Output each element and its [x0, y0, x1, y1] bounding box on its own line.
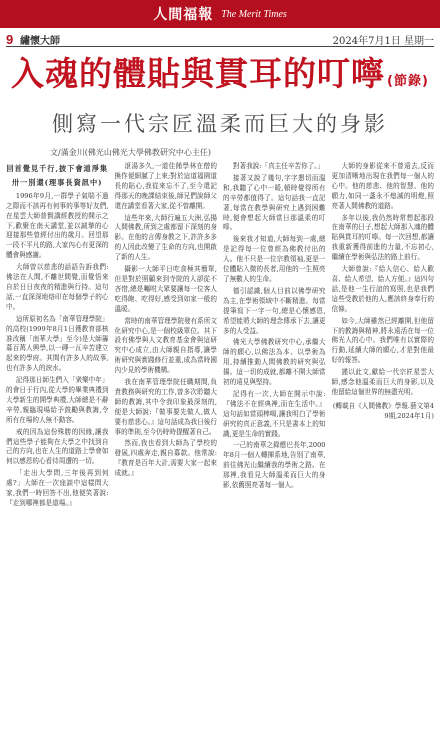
- masthead-logo-cn: 人間福報: [153, 7, 214, 23]
- article-body: [6, 162, 434, 728]
- paragraph: 攝影一大師平日吃食極其簡單,但是對於照顧來到寺院的人卻從不吝惜,總是囑咐大眾要讓每一位客人吃得飽、吃得好,感受到如家一般的溫暖。: [114, 265, 217, 313]
- article-column: [332, 162, 435, 728]
- paragraph: 大師曾說:『給人信心、給人歡喜、給人希望、給人方便。』這四句話,是他一生行誼的寫照,也是我們這些受教於他的人,應該終身奉行的信條。: [331, 265, 434, 313]
- issue-date: 2024年7月1日 星期一: [332, 35, 434, 47]
- article-byline: 文/滿金川(佛光山佛光大學佛教研究中心主任): [50, 148, 211, 157]
- paragraph: 佛光大學佛教研究中心,承繼大師的願心,以佛法為本、以學術為用,持續推動人間佛教的研究與弘揚。這一切的成就,都離不開大師當初的遠見與堅持。: [223, 338, 326, 387]
- paragraph: 一己的南華之錄應巴長年,2000年8月一個人轉揮系地,告別了南華,前往佛光山繼續我的學術之路。在那裡,我看見大師溫柔而巨大的身影,依舊照亮著每一個人。: [223, 441, 326, 490]
- section-subheading: 卅一別還(理事長資訊中): [11, 177, 103, 187]
- paragraph: 後來我才知道,大師每到一處,總是記得每一位曾經為佛教付出的人。他不只是一位宗教領袖,更是一位體貼入微的長者,用他的一生照亮了無數人的生命。: [223, 235, 326, 283]
- paragraph: 當時的南華管理學院發有系所文化研究中心,是一個校級單位。其下設有佛學與人文教育基金會與這研究中心成立,由大師親自指導,讓學術研究與實踐修行並重,成為當時國內少見的學術機構。: [114, 316, 217, 375]
- paragraph: 這所原初名為「南華管理學院」的高校(1999年8月1日獲教育部核准改稱「南華大學」至今)是大師籌募百萬人興學,以一磚一瓦辛苦建立起來的學府。其間有許多人的故事,也有許多人的淚水。: [6, 314, 109, 373]
- source-credit: (轉載自《人間佛教》學報.藝文第49期,2024年1月): [332, 401, 434, 420]
- section-name: 繡懷大師: [20, 35, 61, 47]
- paragraph: 這些年來,大師行遍五大洲,弘揚人間佛教,所到之處都留下深刻的身影。在他的言傳身教之下,許許多多的人因此改變了生命的方向,也開啟了新的人生。: [114, 213, 217, 262]
- masthead: [0, 0, 440, 28]
- article-column: [115, 162, 218, 728]
- paragraph: 大師曾以慈悲的話語告訴我們:佛法在人間,不離世間覺,而覺悟來自於日日夜夜的精進與行持。這句話,一直深深地烙印在每個學子的心中。: [6, 263, 109, 311]
- paragraph: 謹以此文,獻給一代宗匠星雲大師,感念他溫柔而巨大的身影,以及他留給這個世界的無盡光明。: [331, 368, 434, 396]
- article-subtitle: 側寫一代宗匠溫柔而巨大的身影: [52, 112, 388, 136]
- paragraph: 然而,我也看到大師為了學校的發展,四處奔走,親自募款。他常說:『教育是百年大計,需要大家一起來成就。』: [114, 439, 217, 478]
- paragraph: 戒的因為這份殊勝的因緣,讓我們這些學子能夠在大學之中找到自己的方向,也在人生的道路上學會如何以感恩的心看待周遭的一切。: [6, 427, 109, 466]
- article-title: [0, 54, 440, 102]
- paragraph: 1996年9月,一群學子氣喘不過之際而不該再有何事的事等好友們,在星雲大師普賢講經教授的開示之下,歡聚在南天講堂,並以誠摯的心迎接那些曾經付出的歲月。回望那一段不平凡的路,大家內心有更深的體會與感謝。: [6, 191, 109, 260]
- paragraph: 記得有一次,大師在開示中說:『佛法不在經典裡,而在生活中。』這句話如當頭棒喝,讓我明白了學術研究的真正意義,不只是書本上的知識,更是生命的實踐。: [223, 389, 326, 438]
- article-title-text: 入魂的體貼與貫耳的叮嚀: [11, 54, 386, 93]
- paragraph: 如今,大師雖然已經離開,但他留下的教誨與精神,將永遠活在每一位佛光人的心中。我們唯有以實際的行動,延續大師的願心,才是對他最好的報答。: [331, 316, 434, 365]
- paragraph: 我在南華管理學院任職期間,負責教務與研究的工作,曾多次聆聽大師的教誨,其中令我印象最深刻的,便是大師說:『做事要先做人,做人要有慈悲心。』這句話成為我日後行事的準則,至今仍時時提醒著自己。: [114, 378, 217, 436]
- article-title-tag: (節錄): [387, 74, 429, 89]
- paragraph: 滾湯多久,一道佳餚學林在僧的換作便細膩了上來;對於這道福園道長的貼心,我從來忘不了,至今還記得那天的晚課結束後,師兄們說師父還在講堂看著大家,從不曾離開。: [114, 162, 217, 210]
- paragraph: 接著又說了幾句,字字懇切而溫和,我聽了心中一暖,頓時覺得所有的辛勞都值得了。這句話我一直記著,每當在教學與研究上遇到困難時,便會想起大師當日那溫柔的叮嚀。: [223, 173, 326, 232]
- masthead-logo-en: The Merit Times: [221, 8, 287, 20]
- paragraph: 大師的身影從來不曾遠去,反而更加清晰地出現在我們每一個人的心中。他的慈悲、他的智慧、他的願力,如同一盞永不熄滅的明燈,照亮著人間佛教的道路。: [331, 162, 434, 210]
- article-heading: [0, 54, 440, 138]
- section-label: [6, 32, 60, 47]
- section-header: [6, 32, 434, 47]
- paragraph: 對著我說:「真主任辛苦你了。」: [232, 162, 325, 170]
- page-number: 9: [6, 31, 14, 47]
- section-heading: 回首覺見千行,披下會道淨集: [6, 164, 109, 173]
- article-column: [6, 162, 109, 728]
- article-column: [223, 162, 326, 728]
- paragraph: 「走出大學問,三年後再到何處?」大師在一次座談中這樣問大家,我們一時回答不出,他便笑著說:『走到哪裡都是道場。』: [6, 469, 109, 507]
- paragraph: 記得那日師生們入「衆樂中年」的會日于行內,從大學的畢業典禮到大學新生的開學典禮,大師總是不辭辛勞,親臨現場給予鼓勵與教誨,令所有在場的人無不動容。: [6, 376, 109, 424]
- paragraph: 德引認識,個人目前以佛學研究為主,在學術領域中不斷精進。每當提筆寫下一字一句,總是心懷感恩,希望能將大師的理念傳承下去,讓更多的人受益。: [223, 286, 326, 335]
- paragraph: 多年以後,我仍然時常想起那段在南華的日子,想起大師那入魂的體貼與貫耳的叮嚀。每一次回想,都讓我重新獲得前進的力量,不忘初心,繼續在學術與弘法的路上前行。: [331, 213, 434, 262]
